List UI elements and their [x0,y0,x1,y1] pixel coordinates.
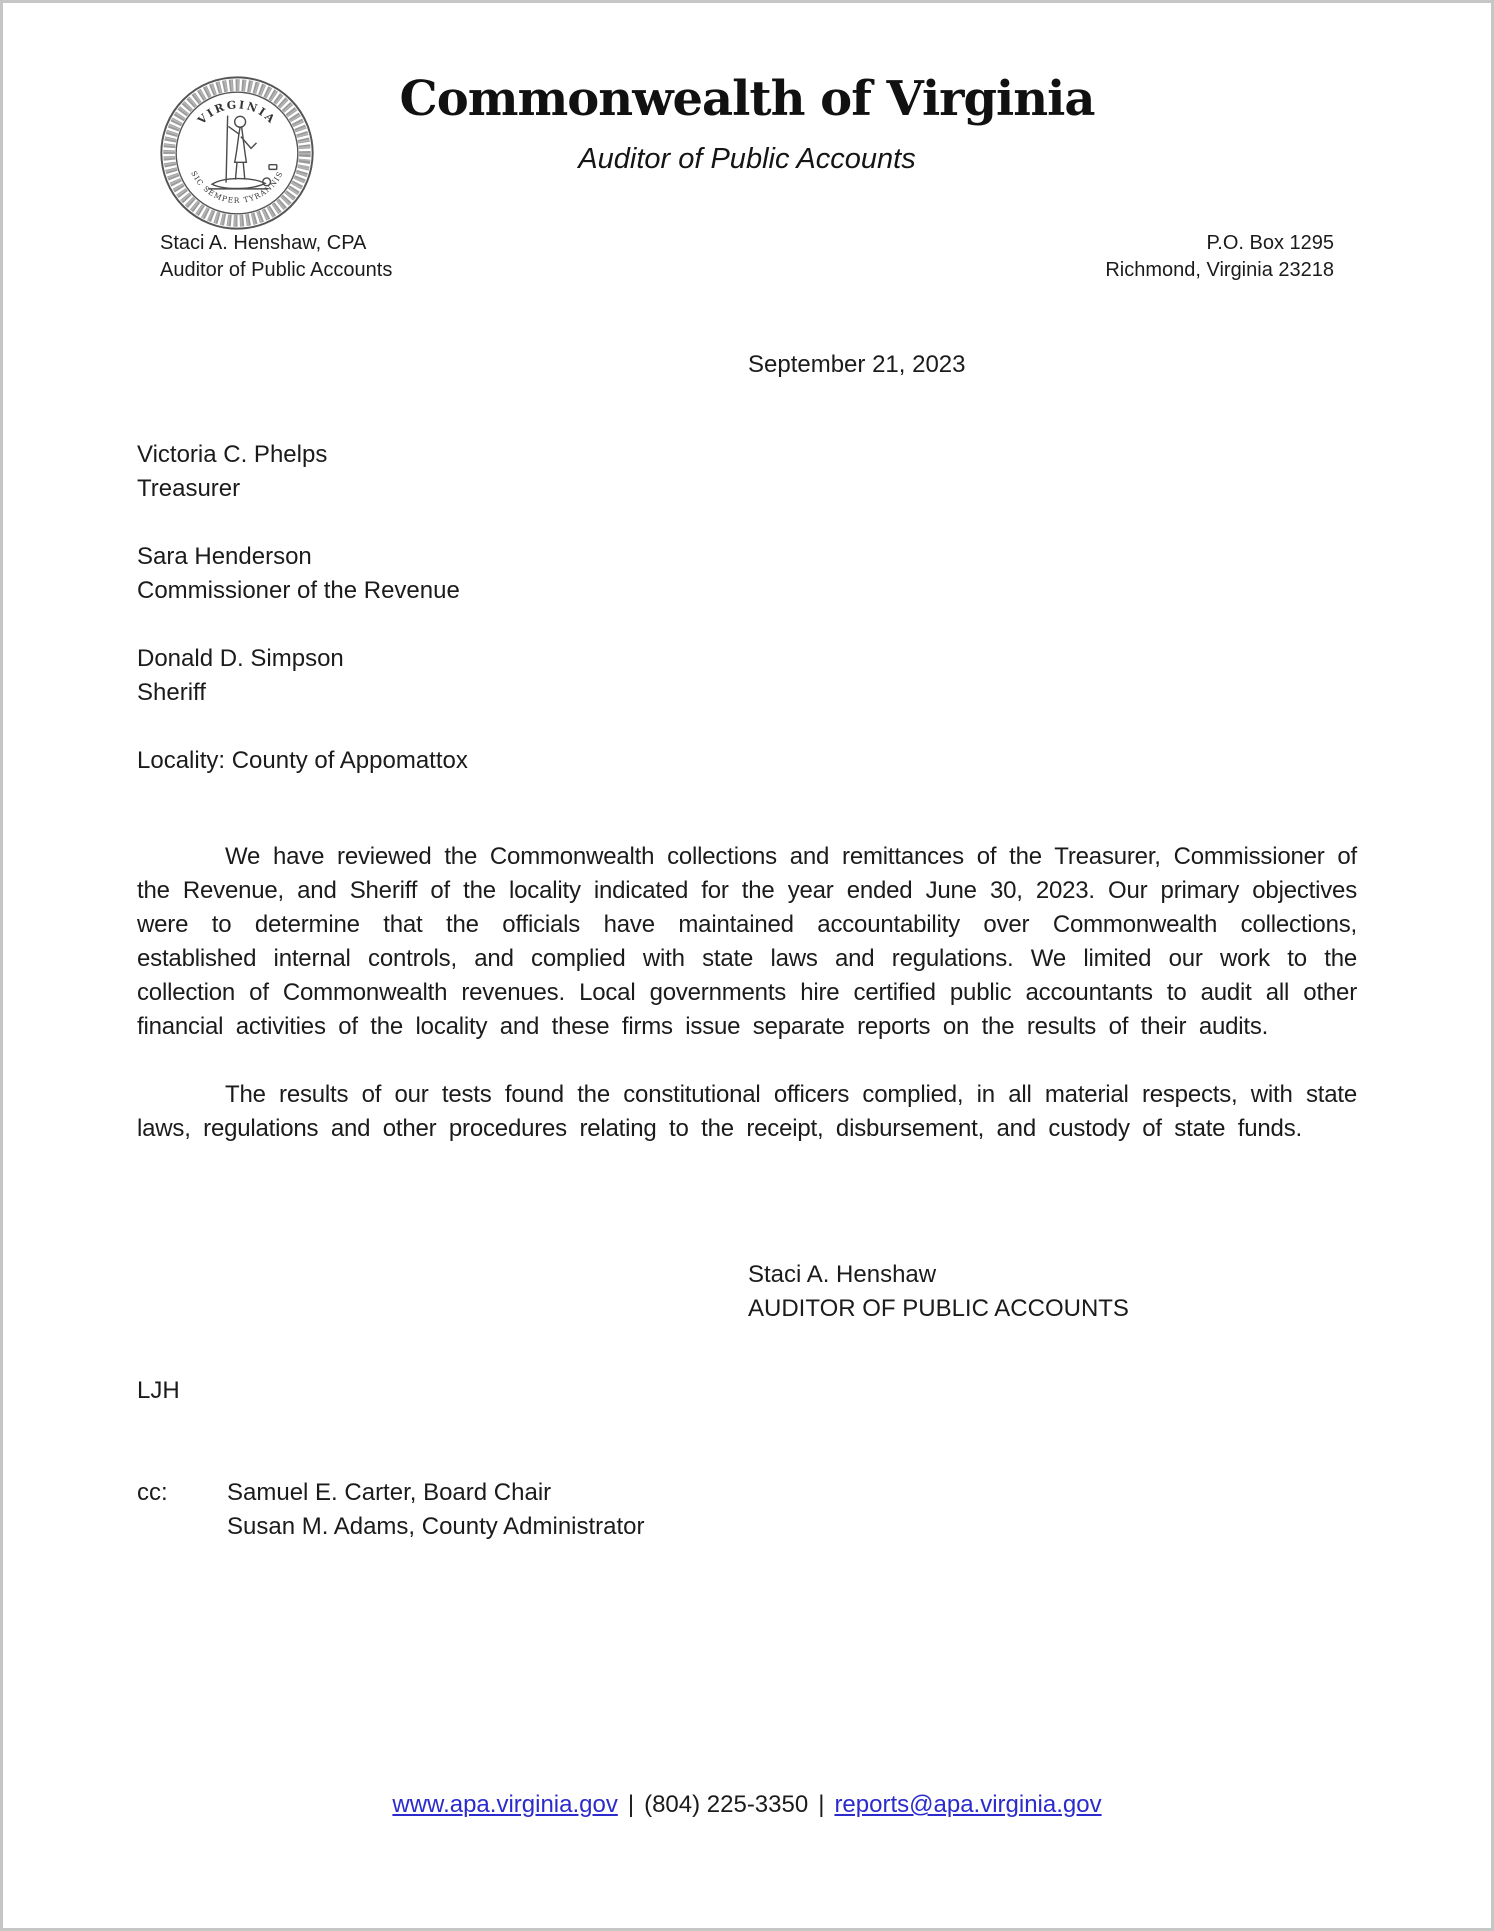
recipient-block [137,642,1357,710]
address-block [1105,230,1334,284]
page-footer [3,1789,1491,1821]
virginia-state-seal-graphic [159,73,315,233]
body-paragraph: The results of our tests found the constitutional officers complied, in all material respects, with state laws, regulations and other procedures relating to the receipt, disbursement, and custody of state funds. [137,1081,1357,1142]
recipient-name: Donald D. Simpson [137,645,344,672]
footer-separator: | [627,1791,635,1818]
address-line-1: P.O. Box 1295 [1206,232,1334,254]
seal-bottom-text: SIC SEMPER TYRANNIS [189,169,285,205]
signature-block [748,1258,1357,1326]
footer-separator: | [818,1791,825,1818]
email-link[interactable]: reports@apa.virginia.gov [834,1791,1102,1818]
website-link[interactable]: www.apa.virginia.gov [392,1791,618,1818]
phone-number: (804) 225-3350 [644,1791,809,1818]
official-block [160,230,392,284]
locality-line: Locality: County of Appomattox [137,747,468,774]
cc-label: cc: [137,1479,168,1506]
recipient-list [137,438,1357,778]
cc-entry: Susan M. Adams, County Administrator [227,1513,645,1540]
page-subtitle: Auditor of Public Accounts [578,143,916,175]
recipient-block [137,438,1357,506]
recipient-title: Sheriff [137,679,206,706]
recipient-name: Victoria C. Phelps [137,441,328,468]
recipient-block [137,540,1357,608]
typist-initials: LJH [137,1377,180,1404]
body-paragraph: We have reviewed the Commonwealth collections and remittances of the Treasurer, Commissioner of the Revenue, and Sheriff of the locality indicated for the year ended June 30, 2023. Our primary objectives were to determine that the officials have maintained accountability over Commonwealth collections, established internal controls, and complied with state laws and regulations. We limited our work to the collection of Commonwealth revenues. Local governments hire certified public accountants to audit all other financial activities of the locality and these firms issue separate reports on the results of their audits. [137,843,1357,1040]
virginia-state-seal [159,73,315,233]
page-title: Commonwealth of Virginia [399,71,1095,127]
signature-title: AUDITOR OF PUBLIC ACCOUNTS [748,1295,1129,1322]
letter-date: September 21, 2023 [748,351,966,378]
official-title: Auditor of Public Accounts [160,259,393,281]
seal-top-text: VIRGINIA [195,98,279,128]
cc-entry: Samuel E. Carter, Board Chair [227,1479,552,1506]
cc-block [137,1476,1357,1544]
official-name: Staci A. Henshaw, CPA [160,232,367,254]
letterhead-info-row [137,230,1357,284]
address-line-2: Richmond, Virginia 23218 [1105,259,1334,281]
recipient-title: Treasurer [137,475,241,502]
signature-name: Staci A. Henshaw [748,1261,937,1288]
recipient-title: Commissioner of the Revenue [137,577,460,604]
cc-entries [227,1476,645,1544]
recipient-name: Sara Henderson [137,543,312,570]
